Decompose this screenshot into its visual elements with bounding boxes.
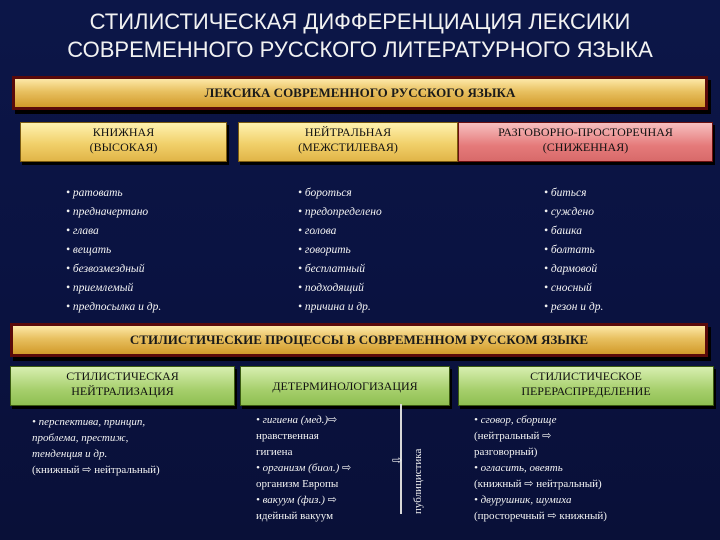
list-item: • предопределено bbox=[298, 206, 382, 218]
list-item: • голова bbox=[298, 225, 337, 237]
redistribution-examples: • сговор, сборище (нейтральный ⇨ разговорный) • огласить, овеять (книжный ⇨ нейтральный) • двурушник, шумиха (просторечный ⇨ книжный) bbox=[474, 414, 607, 522]
list-item: • приемлемый bbox=[66, 282, 134, 294]
lexicon-banner-label: ЛЕКСИКА СОВРЕМЕННОГО РУССКОГО ЯЗЫКА bbox=[204, 85, 516, 100]
list-item: • резон и др. bbox=[544, 301, 604, 313]
list-item: • подходящий bbox=[298, 282, 364, 294]
category-bookish: КНИЖНАЯ (ВЫСОКАЯ) bbox=[20, 122, 227, 162]
process-neutralization: СТИЛИСТИЧЕСКАЯ НЕЙТРАЛИЗАЦИЯ bbox=[10, 366, 235, 406]
list-item: • сносный bbox=[544, 282, 592, 294]
arrow-icon: ⇨ bbox=[342, 462, 352, 474]
title-line-1: СТИЛИСТИЧЕСКАЯ ДИФФЕРЕНЦИАЦИЯ ЛЕКСИКИ bbox=[89, 9, 631, 34]
arrow-icon: ⇨ bbox=[327, 494, 337, 506]
arrow-icon: ⇨ bbox=[82, 464, 92, 476]
determinologization-examples: • гигиена (мед.)⇨ нравственная гигиена • организм (биол.) ⇨ организм Европы • вакуум (физ.) ⇨ идейный вакуум bbox=[256, 414, 352, 522]
list-item: • бесплатный bbox=[298, 263, 365, 275]
category-colloquial: РАЗГОВОРНО-ПРОСТОРЕЧНАЯ (СНИЖЕННАЯ) bbox=[458, 122, 713, 162]
list-item: • ратовать bbox=[66, 187, 123, 199]
arrow-icon: ⇨ bbox=[524, 478, 534, 490]
process-determinologization: ДЕТЕРМИНОЛОГИЗАЦИЯ bbox=[240, 366, 450, 406]
list-item: • предначертано bbox=[66, 206, 149, 218]
publicistics-arrow-icon: ⇨ bbox=[392, 453, 403, 467]
processes-banner-label: СТИЛИСТИЧЕСКИЕ ПРОЦЕССЫ В СОВРЕМЕННОМ РУССКОМ ЯЗЫКЕ bbox=[129, 332, 589, 347]
list-item: • говорить bbox=[298, 244, 351, 256]
processes-banner bbox=[10, 323, 708, 357]
title-line-2: СОВРЕМЕННОГО РУССКОГО ЛИТЕРАТУРНОГО ЯЗЫКА bbox=[67, 37, 653, 62]
list-colloquial bbox=[544, 184, 603, 317]
list-item: • причина и др. bbox=[298, 301, 371, 313]
neutralization-examples: • перспектива, принцип, проблема, престиж, тенденция и др. (книжный ⇨ нейтральный) bbox=[32, 416, 160, 476]
list-item: • башка bbox=[544, 225, 582, 237]
publicistics-label: публицистика bbox=[412, 448, 424, 514]
list-item: • предпосылка и др. bbox=[66, 301, 162, 313]
list-item: • бороться bbox=[298, 187, 352, 199]
list-item: • биться bbox=[544, 187, 587, 199]
page-title bbox=[0, 8, 720, 64]
list-item: • суждено bbox=[544, 206, 594, 218]
lexicon-banner bbox=[12, 76, 708, 110]
arrow-icon: ⇨ bbox=[542, 430, 552, 442]
arrow-icon: ⇨ bbox=[328, 414, 338, 426]
list-item: • безвозмездный bbox=[66, 263, 145, 275]
list-item: • глава bbox=[66, 225, 99, 237]
list-item: • болтать bbox=[544, 244, 595, 256]
list-bookish bbox=[66, 184, 161, 317]
list-item: • вещать bbox=[66, 244, 112, 256]
category-neutral: НЕЙТРАЛЬНАЯ (МЕЖСТИЛЕВАЯ) bbox=[238, 122, 458, 162]
arrow-icon: ⇨ bbox=[547, 510, 557, 522]
list-item: • дармовой bbox=[544, 263, 598, 275]
process-redistribution: СТИЛИСТИЧЕСКОЕ ПЕРЕРАСПРЕДЕЛЕНИЕ bbox=[458, 366, 714, 406]
list-neutral bbox=[298, 184, 382, 317]
